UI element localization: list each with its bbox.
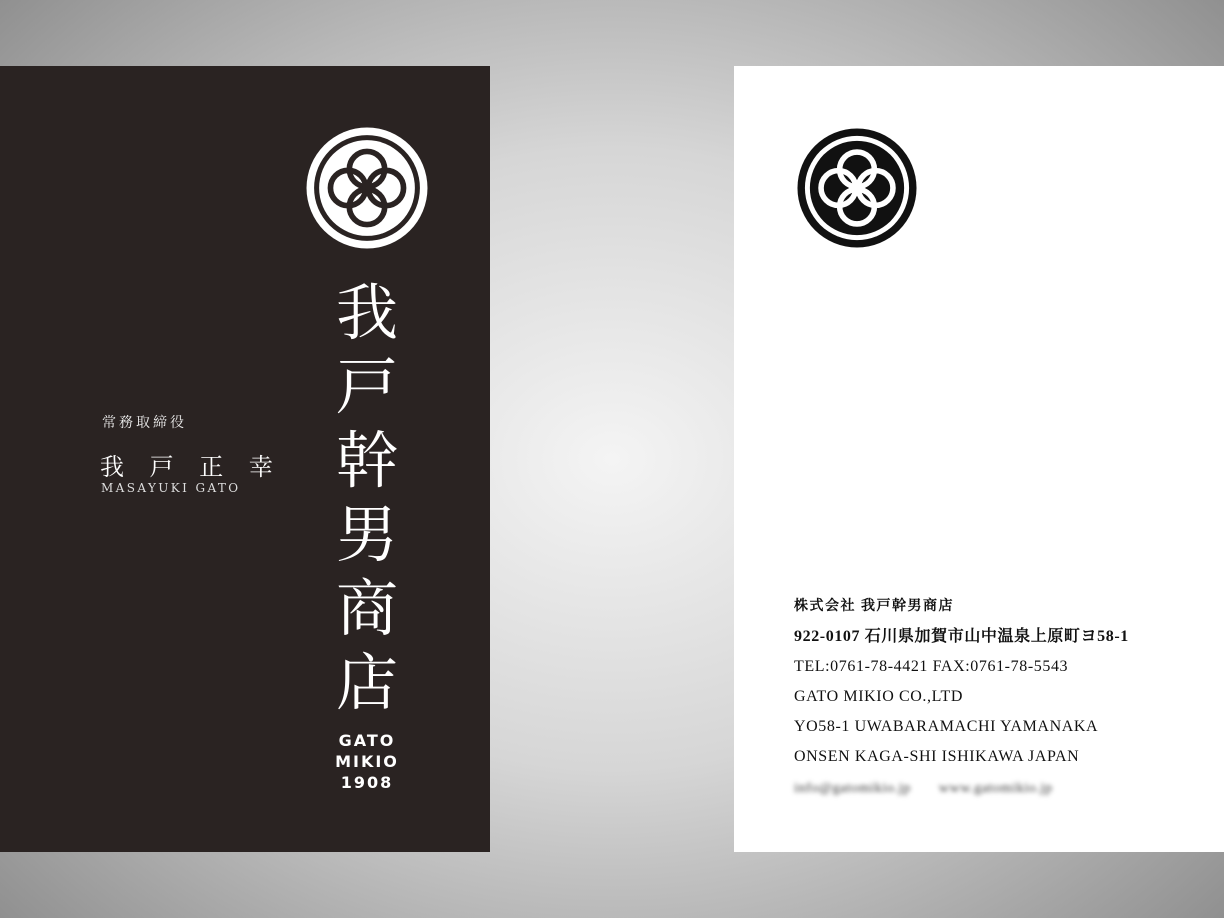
brand-line: 1908 <box>340 773 394 792</box>
company-char: 男 <box>335 498 398 571</box>
job-title: 常務取締役 <box>102 415 187 431</box>
company-char: 店 <box>335 646 398 719</box>
address-en-line-1: YO58-1 UWABARAMACHI YAMANAKA <box>794 718 1099 735</box>
tel-fax: TEL:0761-78-4421 FAX:0761-78-5543 <box>794 658 1069 675</box>
contact-info <box>794 592 1194 804</box>
email-and-website: info@gatomikio.jp www.gatomikio.jp <box>794 781 1053 796</box>
company-char: 戸 <box>335 350 398 423</box>
family-crest-icon <box>304 125 430 251</box>
company-name-jp: 株式会社 我戸幹男商店 <box>794 599 954 614</box>
company-char: 幹 <box>335 424 398 497</box>
person-name-jp: 我 戸 正 幸 <box>100 453 282 481</box>
company-name-vertical <box>322 276 412 720</box>
company-char: 商 <box>335 572 398 645</box>
person-name-en: MASAYUKI GATO <box>101 481 241 495</box>
brand-mark <box>320 730 414 793</box>
company-name-en: GATO MIKIO CO.,LTD <box>794 688 964 705</box>
brand-line: GATO <box>338 731 396 750</box>
brand-line: MIKIO <box>335 752 399 771</box>
address-jp: 922-0107 石川県加賀市山中温泉上原町ヨ58-1 <box>794 628 1129 645</box>
company-char: 我 <box>335 276 398 349</box>
family-crest-icon <box>795 126 919 250</box>
address-en-line-2: ONSEN KAGA-SHI ISHIKAWA JAPAN <box>794 748 1080 765</box>
